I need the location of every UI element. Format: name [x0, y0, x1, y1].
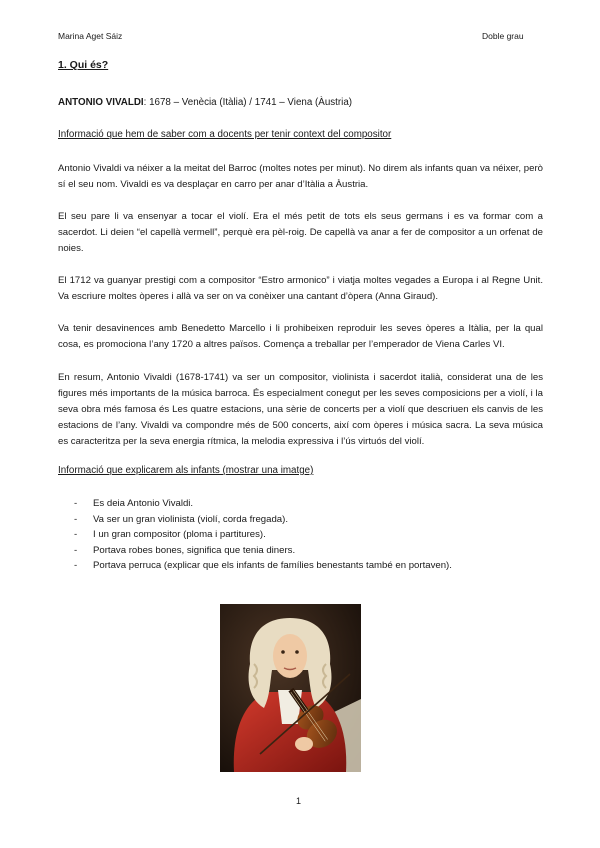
bullet-dash: - — [74, 544, 78, 556]
list-item: - Portava perruca (explicar que els infants de famílies benestants també en portaven). — [74, 558, 452, 574]
bullet-dash: - — [74, 560, 78, 571]
paragraph-summary: En resum, Antonio Vivaldi (1678-1741) va ser un compositor, violinista i sacerdot italià, considerat una de les figures més importants de la música barroca. És especialment conegut per les seves composicions per a violí, i la seva obra més famosa és Les quatre estacions, una sèrie de concerts per a violí que descriuen els canvis de les estacions de l’any. Vivaldi va compondre més de 500 concerts, així com òperes i música sacra. La seva música es caracteritza per la seva energia rítmica, la melodia expressiva i l’ús virtuós del violí. — [58, 372, 543, 447]
paragraph-marcello: Va tenir desavinences amb Benedetto Marcello i li prohibeixen reproduir les seves òperes a Itàlia, per la qual cosa, es promociona l’any 1720 a altres països. Comença a treballar per l’emperador de Viena Carles VI. — [58, 323, 543, 350]
bullet-dash: - — [74, 513, 78, 525]
face — [273, 634, 307, 678]
paragraph-birth: Antonio Vivaldi va néixer a la meitat del Barroc (moltes notes per minut). No direm als infants quan va néixer, però sí el seu nom. Vivaldi es va desplaçar en carro per anar d’Itàlia a Àustria. — [58, 163, 543, 190]
composer-name: ANTONIO VIVALDI — [58, 97, 144, 108]
header-author: Marina Aget Sáiz — [58, 31, 123, 41]
bullet-dash: - — [74, 529, 78, 540]
facts-list — [74, 496, 452, 574]
paragraph-father: El seu pare li va ensenyar a tocar el violí. Era el més petit de tots els seus germans i es va formar com a sacerdot. Li deien “el capellà vermell”, perquè era pèl-roig. De capellà va anar a fer de compositor a un orfenat de noies. — [58, 211, 543, 254]
subtitle-teachers: Informació que hem de saber com a docents per tenir context del compositor — [58, 129, 392, 140]
bullet-dash: - — [74, 498, 78, 509]
vivaldi-portrait — [220, 604, 361, 772]
page-number: 1 — [296, 796, 302, 806]
list-item: - Portava robes bones, significa que tenia diners. — [74, 543, 452, 559]
list-item: - I un gran compositor (ploma i partitures). — [74, 527, 452, 543]
list-item: - Va ser un gran violinista (violí, corda fregada). — [74, 512, 452, 528]
section-title: 1. Qui és? — [58, 59, 109, 71]
paragraph-1712: El 1712 va guanyar prestigi com a compositor “Estro armonico” i viatja moltes vegades a Europa i al Regne Unit. Va escriure moltes òperes i allà va ser on va conèixer una cantant d’òpera (Anna Giraud). — [58, 275, 543, 302]
composer-line — [58, 97, 352, 108]
subtitle-children: Informació que explicarem als infants (mostrar una imatge) — [58, 465, 314, 476]
composer-dates: : 1678 – Venècia (Itàlia) / 1741 – Viena (Àustria) — [143, 97, 353, 108]
hand — [295, 737, 313, 751]
list-item: - Es deia Antonio Vivaldi. — [74, 496, 452, 512]
header-course: Doble grau — [482, 31, 524, 41]
